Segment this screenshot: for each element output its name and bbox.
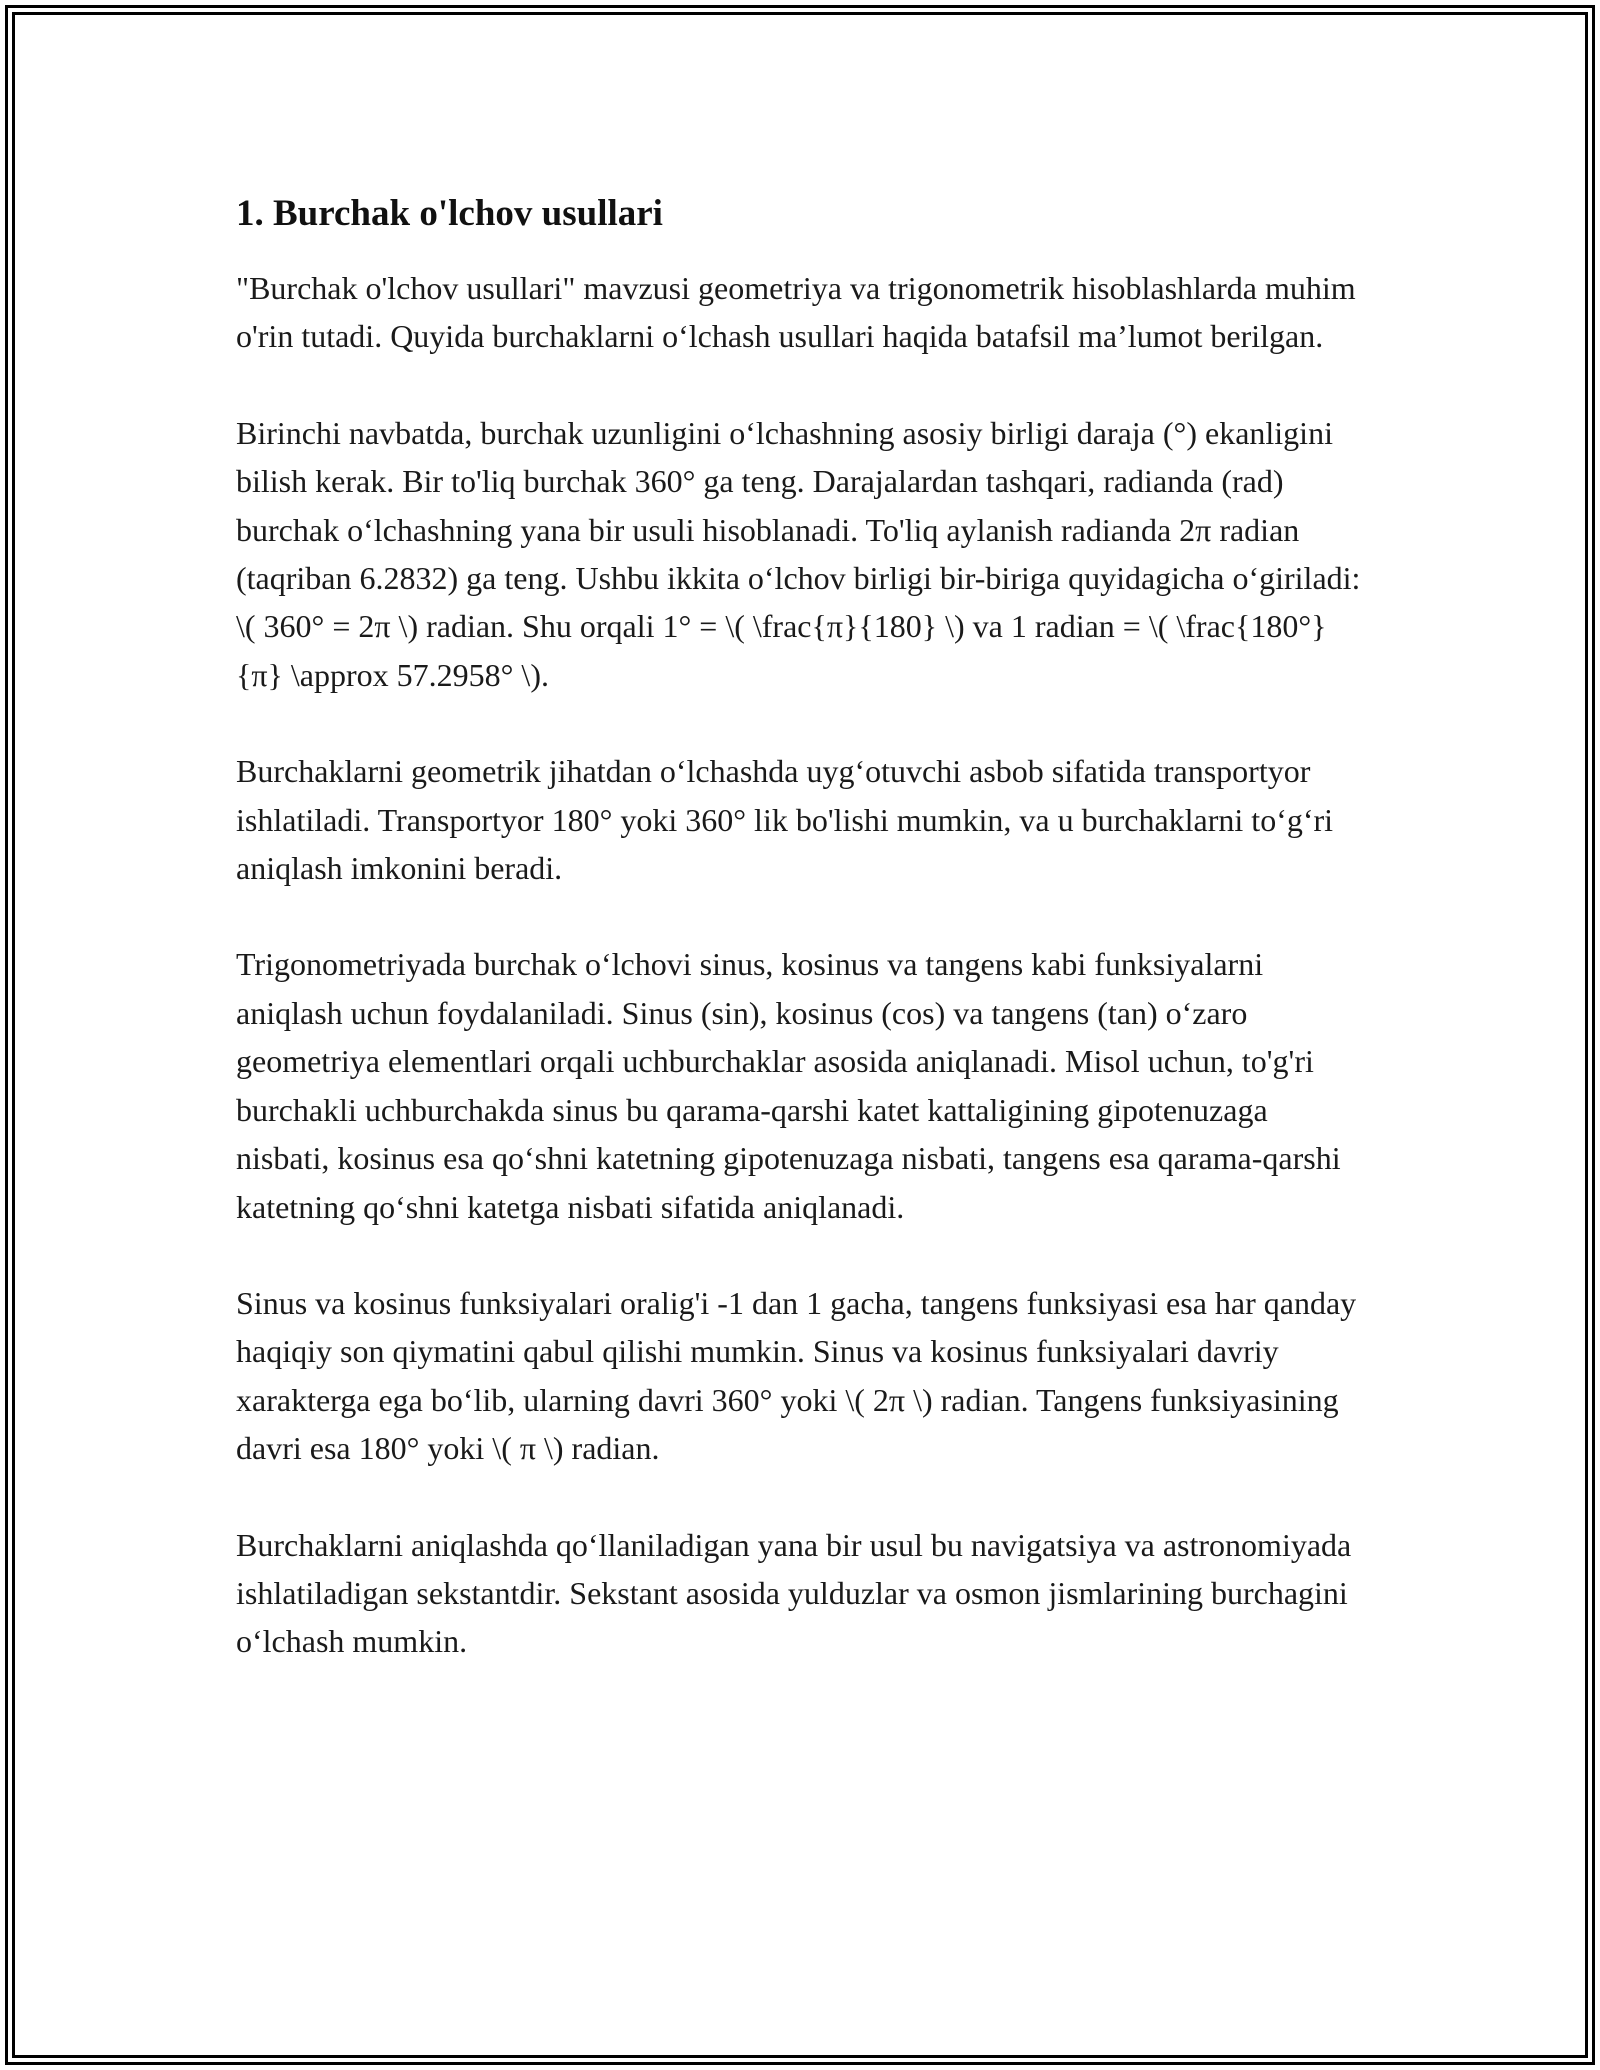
document-page — [236, 188, 1366, 1714]
paragraph-sextant: Burchaklarni aniqlashda qo‘llaniladigan yana bir usul bu navigatsiya va astronomiyada ishlatiladigan sekstantdir. Sekstant asosida yulduzlar va osmon jismlarining burchagini o‘lchash mumkin. — [236, 1526, 1352, 1660]
paragraph-trigonometry: Trigonometriyada burchak o‘lchovi sinus, kosinus va tangens kabi funksiyalarni aniqlash uchun foydalaniladi. Sinus (sin), kosinus (cos) va tangens (tan) o‘zaro geometriya elementlari orqali uchburchaklar asosida aniqlanadi. Misol uchun, to'g'ri burchakli uchburchakda sinus bu qarama-qarshi katet kattaligining gipotenuzaga nisbati, kosinus esa qo‘shni katetning gipotenuzaga nisbati, tangens esa qarama-qarshi katetning qo‘shni katetga nisbati sifatida aniqlanadi. — [236, 946, 1341, 1225]
paragraph-intro: "Burchak o'lchov usullari" mavzusi geometriya va trigonometrik hisoblashlarda muhim o'rin tutadi. Quyida burchaklarni o‘lchash usullari haqida batafsil ma’lumot berilgan. — [236, 270, 1356, 355]
paragraph-function-ranges: Sinus va kosinus funksiyalari oralig'i -1 dan 1 gacha, tangens funksiyasi esa har qanday haqiqiy son qiymatini qabul qilishi mumkin. Sinus va kosinus funksiyalari davriy xarakterga ega bo‘lib, ularning davri 360° yoki \( 2π \) radian. Tangens funksiyasining davri esa 180° yoki \( π \) radian. — [236, 1284, 1357, 1467]
paragraph-degree-radian: Birinchi navbatda, burchak uzunligini o‘lchashning asosiy birligi daraja (°) ekanligini bilish kerak. Bir to'liq burchak 360° ga teng. Darajalardan tashqari, radianda (rad) burchak o‘lchashning yana bir usuli hisoblanadi. To'liq aylanish radianda 2π radian (taqriban 6.2832) ga teng. Ushbu ikkita o‘lchov birligi bir-biriga quyidagicha o‘giriladi: \( 360° = 2π \) radian. Shu orqali 1° = \( \frac{π}{180} \) va 1 radian = \( \frac{180°}{π} \approx 57.2958° \). — [236, 414, 1361, 693]
section-title: 1. Burchak o'lchov usullari — [236, 193, 663, 234]
paragraph-protractor: Burchaklarni geometrik jihatdan o‘lchashda uyg‘otuvchi asbob sifatida transportyor ishlatiladi. Transportyor 180° yoki 360° lik bo'lishi mumkin, va u burchaklarni to‘g‘ri aniqlash imkonini beradi. — [236, 753, 1334, 887]
